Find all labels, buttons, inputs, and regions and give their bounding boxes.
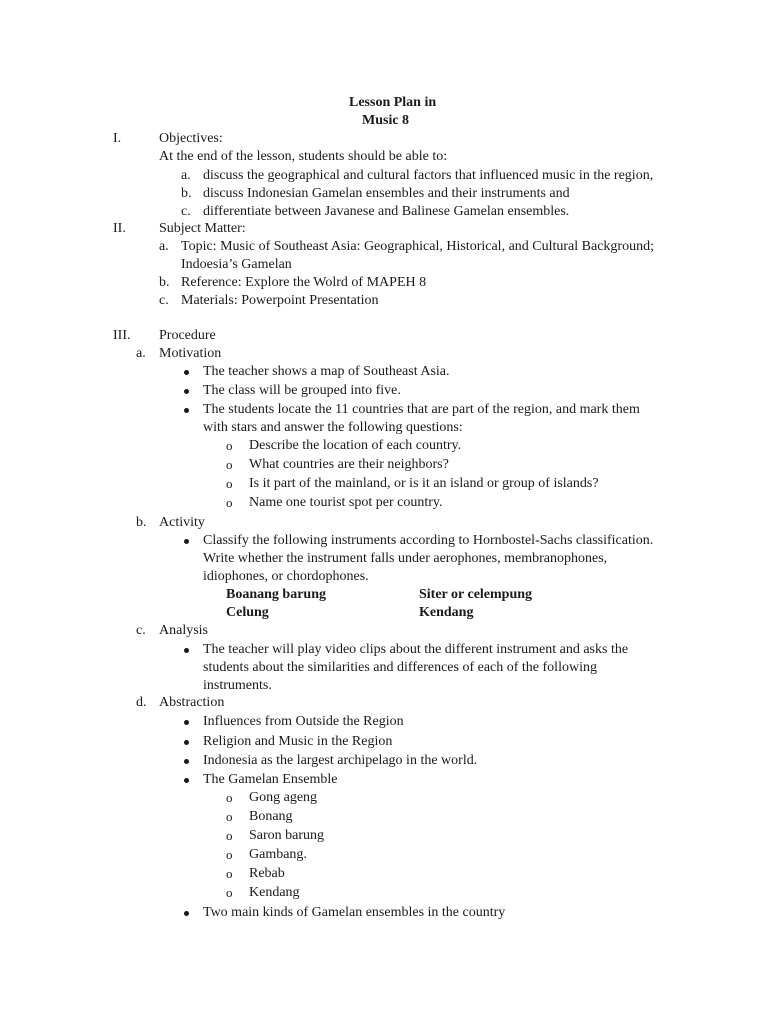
motivation-bullet: The students locate the 11 countries that are part of the region, and mark them [203,402,640,417]
procedure-heading: Procedure [159,328,216,343]
subject-item: Reference: Explore the Wolrd of MAPEH 8 [181,275,427,290]
subject-item-continuation: Indoesia’s Gamelan [181,257,292,272]
motivation-bullet: The class will be grouped into five. [203,383,401,398]
subject-item: Topic: Music of Southeast Asia: Geographical, Historical, and Cultural Background; [181,239,654,254]
bullet-icon [184,370,189,375]
motivation-question: What countries are their neighbors? [249,457,449,472]
circle-bullet-icon: o [226,847,233,862]
analysis-text: instruments. [203,678,272,693]
bullet-icon [184,648,189,653]
objectives-heading: Objectives: [159,131,223,146]
activity-heading: Activity [159,515,205,530]
motivation-heading: Motivation [159,346,222,361]
abstraction-bullet: The Gamelan Ensemble [203,772,338,787]
instrument-name: Boanang barung [226,587,326,602]
bullet-icon [184,740,189,745]
objective-item: differentiate between Javanese and Balinese Gamelan ensembles. [203,204,570,219]
section-numeral: I. [113,131,122,146]
analysis-heading: Analysis [159,623,208,638]
activity-text: idiophones, or chordophones. [203,569,369,584]
circle-bullet-icon: o [226,809,233,824]
list-marker: a. [136,346,146,361]
instrument-name: Celung [226,605,269,620]
circle-bullet-icon: o [226,438,233,453]
list-marker: c. [136,623,146,638]
list-marker: d. [136,695,147,710]
bullet-icon [184,759,189,764]
list-marker: a. [181,168,191,183]
abstraction-bullet: Religion and Music in the Region [203,734,393,749]
objectives-intro: At the end of the lesson, students should be able to: [159,149,448,164]
title-line-2: Music 8 [362,113,410,128]
circle-bullet-icon: o [226,476,233,491]
motivation-bullet: The teacher shows a map of Southeast Asia. [203,364,450,379]
circle-bullet-icon: o [226,828,233,843]
instrument-name: Siter or celempung [419,587,533,602]
abstraction-bullet: Indonesia as the largest archipelago in the world. [203,753,478,768]
circle-bullet-icon: o [226,790,233,805]
list-marker: a. [159,239,169,254]
bullet-icon [184,389,189,394]
gamelan-instrument: Saron barung [249,828,325,843]
activity-text: Classify the following instruments according to Hornbostel-Sachs classification. [203,533,654,548]
bullet-icon [184,778,189,783]
subject-item: Materials: Powerpoint Presentation [181,293,379,308]
list-marker: c. [181,204,191,219]
bullet-icon [184,408,189,413]
list-marker: b. [136,515,147,530]
circle-bullet-icon: o [226,495,233,510]
gamelan-instrument: Gong ageng [249,790,318,805]
bullet-icon [184,539,189,544]
list-marker: b. [181,186,192,201]
section-numeral: III. [113,328,131,343]
gamelan-instrument: Rebab [249,866,285,881]
abstraction-bullet: Two main kinds of Gamelan ensembles in the country [203,905,506,920]
bullet-icon [184,720,189,725]
motivation-bullet-continuation: with stars and answer the following questions: [203,420,463,435]
analysis-text: The teacher will play video clips about the different instrument and asks the [203,642,629,657]
objective-item: discuss Indonesian Gamelan ensembles and their instruments and [203,186,570,201]
motivation-question: Describe the location of each country. [249,438,462,453]
gamelan-instrument: Gambang. [249,847,307,862]
activity-text: Write whether the instrument falls under aerophones, membranophones, [203,551,608,566]
circle-bullet-icon: o [226,457,233,472]
objective-item: discuss the geographical and cultural factors that influenced music in the region, [203,168,654,183]
circle-bullet-icon: o [226,885,233,900]
gamelan-instrument: Kendang [249,885,300,900]
bullet-icon [184,911,189,916]
circle-bullet-icon: o [226,866,233,881]
abstraction-heading: Abstraction [159,695,225,710]
motivation-question: Is it part of the mainland, or is it an island or group of islands? [249,476,599,491]
analysis-text: students about the similarities and differences of each of the following [203,660,597,675]
instrument-name: Kendang [419,605,474,620]
motivation-question: Name one tourist spot per country. [249,495,443,510]
title-line-1: Lesson Plan in [349,95,437,110]
gamelan-instrument: Bonang [249,809,293,824]
list-marker: c. [159,293,169,308]
subject-matter-heading: Subject Matter: [159,221,246,236]
abstraction-bullet: Influences from Outside the Region [203,714,404,729]
section-numeral: II. [113,221,126,236]
list-marker: b. [159,275,170,290]
